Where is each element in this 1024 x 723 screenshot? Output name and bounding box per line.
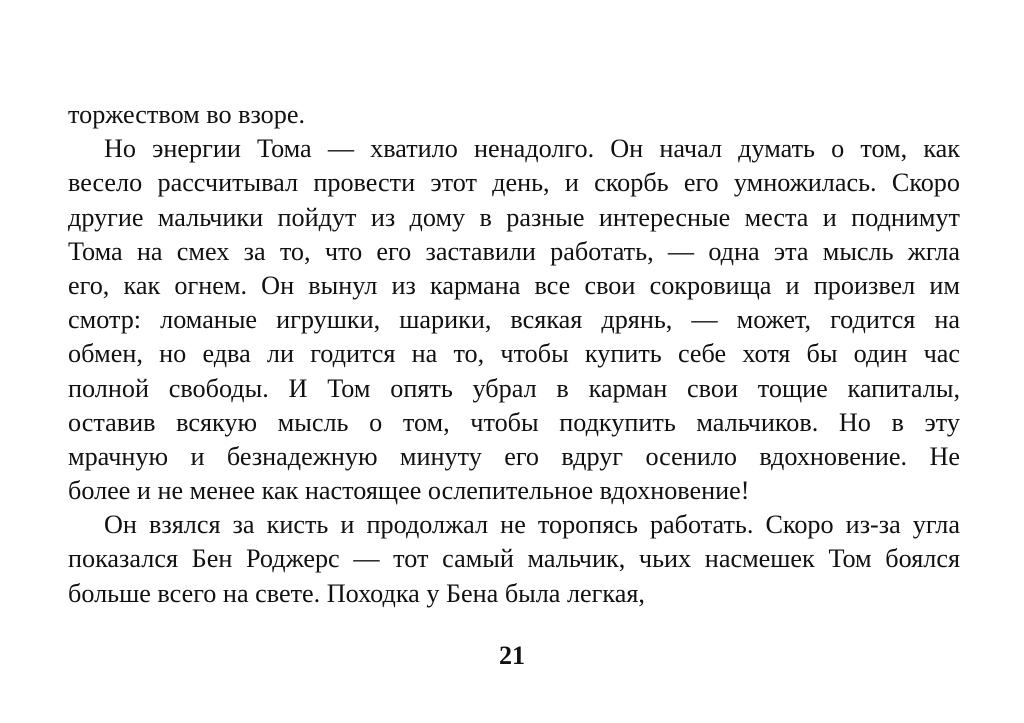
text-line: смотр: ломаные игрушки, шарики, всякая дрянь, — может, годится на	[68, 305, 960, 335]
text-line: мрачную и безнадежную минуту его вдруг осенило вдохновение. Не	[68, 441, 960, 471]
text-line: торжеством во взоре.	[68, 100, 306, 129]
text-line: его, как огнем. Он вынул из кармана все свои сокровища и произвел им	[68, 270, 960, 300]
text-line: Но энергии Тома — хватило ненадолго. Он начал думать о том, как	[104, 134, 960, 164]
page-body	[68, 98, 960, 611]
text-line: больше всего на свете. Походка у Бена была легкая,	[68, 578, 645, 608]
text-line: весело рассчитывал провести этот день, и скорбь его умножилась. Скоро	[68, 168, 960, 198]
page-number: 21	[499, 641, 525, 670]
text-line: Он взялся за кисть и продолжал не торопясь работать. Скоро из-за угла	[104, 510, 960, 540]
text-line: более и не менее как настоящее ослепительное вдохновение!	[68, 476, 750, 506]
text-line: Тома на смех за то, что его заставили работать, — одна эта мысль жгла	[68, 236, 960, 266]
text-line: полной свободы. И Том опять убрал в карман свои тощие капиталы,	[68, 373, 960, 403]
text-line: показался Бен Роджерс — тот самый мальчик, чьих насмешек Том боялся	[68, 544, 960, 574]
text-line: оставив всякую мысль о том, чтобы подкупить мальчиков. Но в эту	[68, 407, 960, 437]
text-line: другие мальчики пойдут из дому в разные интересные места и поднимут	[68, 202, 960, 232]
text-line: обмен, но едва ли годится на то, чтобы купить себе хотя бы один час	[68, 339, 960, 369]
text-block	[68, 98, 960, 611]
